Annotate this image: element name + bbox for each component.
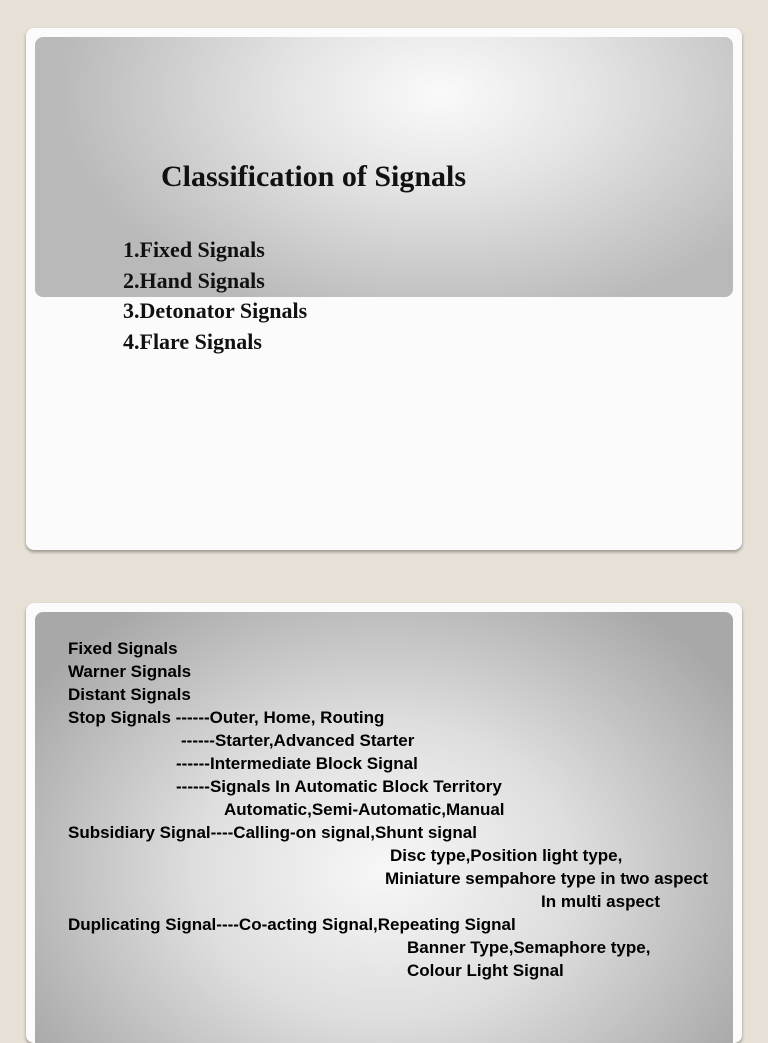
slide-title: Classification of Signals: [161, 160, 467, 193]
slide-classification: [26, 28, 742, 550]
text-line: In multi aspect: [541, 892, 661, 911]
text-line: Warner Signals: [68, 662, 192, 681]
text-line: Stop Signals ------Outer, Home, Routing: [68, 708, 385, 727]
text-line: Duplicating Signal----Co-acting Signal,Repeating Signal: [68, 915, 516, 934]
list-item: 3.Detonator Signals: [123, 298, 308, 323]
text-line: Distant Signals: [68, 685, 191, 704]
fixed-signals-text: [26, 603, 742, 1043]
text-line: Miniature sempahore type in two aspect: [385, 869, 709, 888]
text-line: Fixed Signals: [68, 639, 178, 658]
slide-fixed-signals: [26, 603, 742, 1043]
text-line: Colour Light Signal: [407, 961, 564, 980]
text-line: ------Intermediate Block Signal: [176, 754, 418, 773]
text-line: Subsidiary Signal----Calling-on signal,Shunt signal: [68, 823, 477, 842]
classification-list: [123, 235, 307, 357]
list-item: 2.Hand Signals: [123, 267, 265, 293]
list-item: 1.Fixed Signals: [123, 237, 265, 262]
list-item: 4.Flare Signals: [123, 328, 262, 354]
text-line: Disc type,Position light type,: [390, 846, 623, 865]
text-line: ------Signals In Automatic Block Territory: [176, 777, 502, 796]
text-line: Banner Type,Semaphore type,: [407, 938, 651, 957]
text-line: Automatic,Semi-Automatic,Manual: [224, 800, 505, 819]
text-line: ------Starter,Advanced Starter: [181, 731, 415, 750]
